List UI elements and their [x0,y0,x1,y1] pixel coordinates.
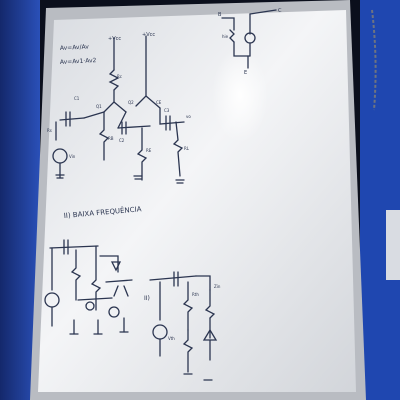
label-ii: II) [144,295,150,302]
label-q1: Q1 [96,104,102,109]
label-q2: Q2 [128,100,134,105]
vcc-left-label: +Vcc [108,36,122,42]
label-re: RE [146,148,152,153]
label-rb: RB [108,136,114,141]
label-rc: Rc [117,74,122,79]
whiteboard-surface [38,10,356,392]
label-rl: RL [184,146,190,151]
label-vth: Vth [168,336,175,341]
label-rs: Rs [47,128,52,133]
label-ce: CE [156,100,162,105]
section-heading: II) BAIXA FREQUÊNCIA [63,205,142,220]
label-c2: C2 [119,138,125,143]
label-c: C [278,8,282,14]
label-hie: hie [222,34,229,39]
right-blue-panel [360,0,400,400]
label-rth: Rth [192,292,199,297]
label-vin: Vin [69,154,76,159]
label-b: B [218,12,222,18]
note-line-1: Av=Av/Av [59,43,90,52]
right-wall-sign [386,210,400,280]
label-e: E [244,70,248,76]
label-zin: Zin [214,284,221,289]
label-c1: C1 [74,96,80,101]
label-vo: vo [186,114,191,119]
label-c3: C3 [164,108,170,113]
vcc-right-label: +Vcc [142,32,156,38]
note-line-2: Av=Av1·Av2 [59,57,97,66]
light-glare [212,47,268,143]
